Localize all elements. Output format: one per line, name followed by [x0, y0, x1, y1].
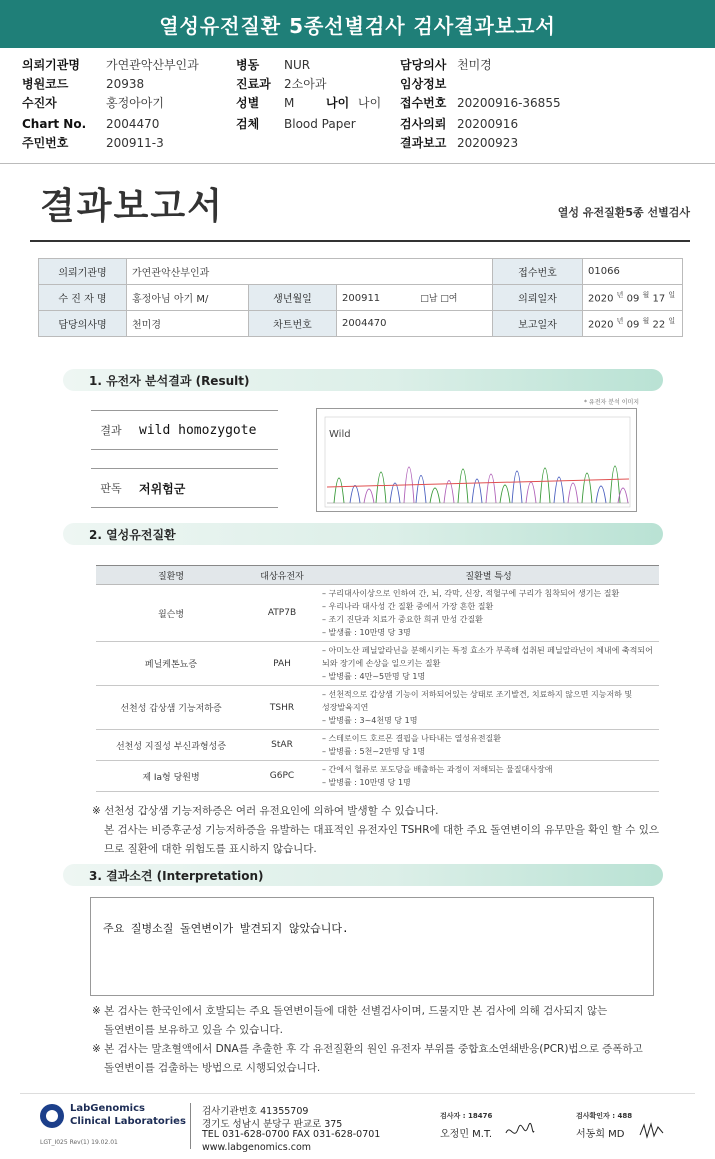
col-features: 질환별 특성 — [318, 566, 659, 585]
feature-line: – 스테로이드 호르몬 결핍을 나타내는 열성유전질환 — [322, 734, 502, 743]
chromatogram-peak — [568, 483, 578, 503]
chromatogram-peak — [582, 473, 592, 503]
result-box — [91, 410, 278, 450]
receipt-value: 01066 — [583, 259, 683, 285]
result-value: wild homozygote — [139, 422, 257, 438]
judgement-box — [91, 468, 278, 508]
disease-features — [318, 730, 659, 761]
table-row — [96, 686, 659, 730]
dob-value: 200911 — [342, 293, 381, 304]
disease-features — [318, 761, 659, 792]
table-row — [96, 585, 659, 642]
info-hospital-code: 병원코드 20938 — [22, 76, 145, 91]
chart-value: 2004470 — [337, 311, 493, 337]
feature-line: 성장발육지연 — [322, 703, 369, 712]
chromatogram-peak — [500, 485, 510, 503]
col-disease: 질환명 — [96, 566, 246, 585]
form-code: LGT_I025 Rev(1) 19.02.01 — [40, 1139, 118, 1146]
feature-line: – 발병률 : 3~4천명 당 1명 — [322, 716, 418, 725]
disease-features — [318, 585, 659, 642]
chromatogram-label: Wild — [329, 429, 351, 440]
feature-line: – 간에서 혈류로 포도당을 배출하는 과정이 저해되는 물질대사장애 — [322, 765, 553, 774]
report-date-value: 2020 $^년$ 09 $^월$ 22 $^일$ — [583, 311, 683, 337]
col-gene: 대상유전자 — [246, 566, 318, 585]
tester-name: 오정민 M.T. — [440, 1129, 493, 1140]
receipt-label: 접수번호 — [493, 259, 583, 285]
feature-line: – 발병률 : 5천~2만명 당 1명 — [322, 747, 426, 756]
chromatogram-image — [316, 408, 637, 512]
target-gene: PAH — [246, 642, 318, 686]
name-label: 수 진 자 명 — [39, 285, 127, 311]
top-info-block — [22, 55, 702, 155]
disease-table — [96, 565, 659, 792]
chromatogram-peak — [512, 471, 522, 503]
info-clinical: 임상정보 — [400, 77, 447, 91]
info-inst: 의뢰기관명 가연관악산부인과 — [22, 58, 199, 72]
info-ward: 병동 NUR — [236, 57, 311, 72]
feature-line: – 발병률 : 10만명 당 1명 — [322, 778, 411, 787]
dob-label: 생년월일 — [249, 285, 337, 311]
disease-name: 페닐케톤뇨증 — [96, 642, 246, 686]
chart-label: 차트번호 — [249, 311, 337, 337]
disease-name: 선천성 지질성 부신과형성증 — [96, 730, 246, 761]
divider — [30, 240, 690, 242]
bottom-notes: ※ 본 검사는 한국인에서 호발되는 주요 돌연변이들에 대한 선별검사이며, 드물지만 본 검사에 의해 검사되지 않는 돌연변이를 보유하고 있을 수 있습니다. ※ 본 검사는 말초혈액에서 DNA를 추출한 후 각 유전질환의 원인 유전자 부위를 중합효소연쇄반응(PCR)법으로 증폭하고 돌연변이를 검출하는 방법으로 시행되었습니다. — [92, 1005, 643, 1074]
patient-info-table — [38, 258, 683, 337]
sex-checkbox: □남 □여 — [420, 294, 458, 304]
chromatogram-peak — [334, 478, 344, 503]
target-gene: TSHR — [246, 686, 318, 730]
feature-line: – 구리대사이상으로 인하여 간, 뇌, 각막, 신장, 적혈구에 구리가 침착되어 생기는 질환 — [322, 589, 620, 598]
tester-label: 검사자 : 18476 — [440, 1112, 493, 1120]
target-gene: ATP7B — [246, 585, 318, 642]
divider — [20, 1093, 695, 1094]
info-dept: 진료과 2소아과 — [236, 77, 327, 91]
disease-features — [318, 642, 659, 686]
info-specimen: 검체 Blood Paper — [236, 116, 356, 131]
section-result-header: 1. 유전자 분석결과 (Result) — [63, 369, 663, 391]
chromatogram-peak — [486, 474, 496, 503]
lab-phone: TEL 031-628-0700 FAX 031-628-0701 — [202, 1129, 381, 1140]
request-date-value: 2020 $^년$ 09 $^월$ 17 $^일$ — [583, 285, 683, 311]
chromatogram-peak — [540, 468, 550, 503]
feature-line: – 조기 진단과 치료가 중요한 희귀 만성 간질환 — [322, 615, 483, 624]
table-row — [96, 761, 659, 792]
doctor-label: 담당의사명 — [39, 311, 127, 337]
name-value: 홍정아님 아기 M/ — [127, 285, 249, 311]
table-row — [96, 730, 659, 761]
divider — [0, 163, 715, 164]
chromatogram-peak — [390, 483, 400, 503]
chromatogram-peak — [416, 476, 426, 504]
feature-line: – 발병률 : 4만~5만명 당 1명 — [322, 672, 426, 681]
report-subtitle: 열성 유전질환5종 선별검사 — [557, 206, 690, 219]
checker-label: 검사확인자 : 488 — [576, 1112, 633, 1120]
logo-subname: Clinical Laboratories — [70, 1116, 186, 1127]
info-receipt-no: 접수번호 20200916-36855 — [400, 95, 561, 110]
section-disease-header: 2. 열성유전질환 — [63, 523, 663, 545]
lab-address: 경기도 성남시 분당구 판교로 375 — [202, 1119, 343, 1130]
chromatogram-peak — [350, 486, 360, 504]
info-chart-no: Chart No. 2004470 — [22, 116, 160, 131]
logo-name: LabGenomics — [70, 1103, 145, 1114]
chromatogram-peak — [430, 488, 440, 503]
feature-line: – 우리나라 대사성 간 질환 중에서 가장 흔한 질환 — [322, 602, 494, 611]
lab-website: www.labgenomics.com — [202, 1142, 312, 1153]
interpretation-box — [90, 897, 654, 996]
labgenomics-logo-icon — [40, 1104, 64, 1128]
lab-code: 검사기관번호 41355709 — [202, 1106, 309, 1117]
doctor-value: 천미경 — [127, 311, 249, 337]
request-date-label: 의뢰일자 — [493, 285, 583, 311]
tester-signature-icon — [504, 1119, 536, 1143]
disease-name: 제 Ia형 당원병 — [96, 761, 246, 792]
table-row — [96, 642, 659, 686]
target-gene: StAR — [246, 730, 318, 761]
feature-line: – 선천적으로 갑상샘 기능이 저하되어있는 상태로 조기발견, 치료하지 않으면 지능저하 및 — [322, 690, 633, 699]
target-gene: G6PC — [246, 761, 318, 792]
info-sex: 성별 M 나이 나이 — [236, 95, 382, 110]
checker-signature-icon — [638, 1119, 666, 1143]
chromatogram-peak — [364, 489, 374, 503]
interpretation-text: 주요 질병소질 돌연변이가 발견되지 않았습니다. — [103, 922, 349, 935]
info-report-date: 결과보고 20200923 — [400, 135, 519, 150]
chromatogram-peak — [596, 486, 606, 503]
feature-line: 뇌와 장기에 손상을 일으키는 질환 — [322, 659, 441, 668]
info-id-no: 주민번호 200911-3 — [22, 135, 164, 150]
judgement-label: 판독 — [100, 482, 122, 495]
report-title: 결과보고서 — [40, 186, 224, 227]
chromatogram-peak — [526, 482, 536, 503]
feature-line: – 아미노산 페닐알라닌을 분해시키는 특정 효소가 부족해 섭취된 페닐알라닌이 체내에 축적되어 — [322, 646, 653, 655]
info-patient: 수진자 홍정아아기 — [22, 96, 164, 110]
info-request-date: 검사의뢰 20200916 — [400, 116, 519, 131]
disease-features — [318, 686, 659, 730]
dob-cell — [337, 285, 493, 311]
report-header-title: 열성유전질환 5종선별검사 검사결과보고서 — [0, 0, 715, 48]
result-label: 결과 — [100, 424, 122, 437]
chromatogram-peak — [458, 469, 468, 503]
inst-label: 의뢰기관명 — [39, 259, 127, 285]
report-date-label: 보고일자 — [493, 311, 583, 337]
checker-name: 서동희 MD — [576, 1129, 625, 1140]
disease-name: 선천성 갑상샘 기능저하증 — [96, 686, 246, 730]
disease-name: 윌슨병 — [96, 585, 246, 642]
chromatogram-peak — [376, 472, 386, 503]
feature-line: – 발생률 : 10만명 당 3명 — [322, 628, 411, 637]
footer-divider — [190, 1103, 191, 1149]
info-doctor: 담당의사 천미경 — [400, 58, 492, 72]
chromatogram-peak — [610, 466, 620, 503]
section-interpretation-header: 3. 결과소견 (Interpretation) — [63, 864, 663, 886]
judgement-value: 저위험군 — [139, 481, 186, 496]
image-note: * 유전자 분석 이미지 — [584, 399, 640, 406]
inst-value: 가연관악산부인과 — [127, 259, 493, 285]
chromatogram-svg — [317, 409, 636, 511]
disease-note: ※ 선천성 갑상샘 기능저하증은 여러 유전요인에 의하여 발생할 수 있습니다. 본 검사는 비증후군성 기능저하증을 유발하는 대표적인 유전자인 TSHR에 대한 주요 돌연변이의 유무만을 확인 할 수 있으 므로 질환에 대한 위험도를 표시하지 않습니다. — [92, 805, 660, 855]
